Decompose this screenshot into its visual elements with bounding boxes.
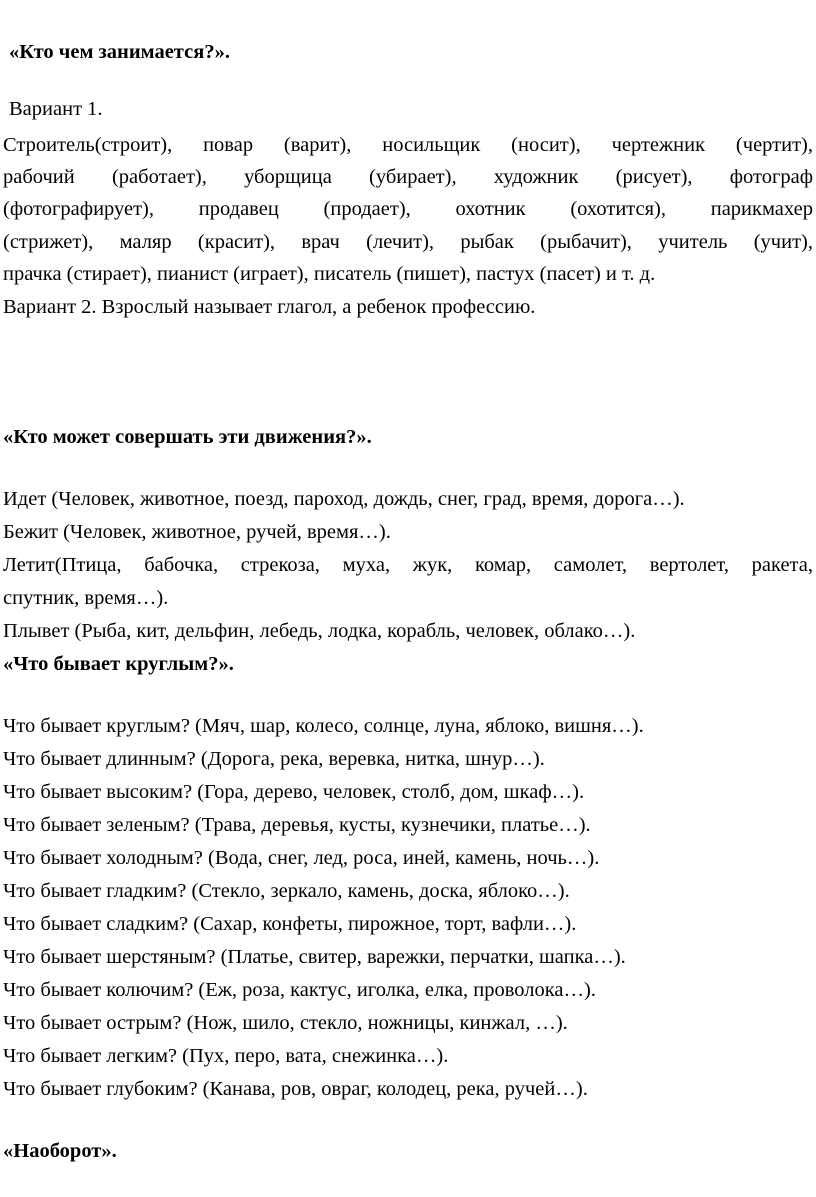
section-title-opposite: «Наоборот». xyxy=(3,1140,117,1162)
question-line: Что бывает длинным? (Дорога, река, веревка, нитка, шнур…). xyxy=(3,748,545,770)
question-line: Что бывает острым? (Нож, шило, стекло, ножницы, кинжал, …). xyxy=(3,1012,568,1034)
movement-line: Плывет (Рыба, кит, дельфин, лебедь, лодка, корабль, человек, облако…). xyxy=(3,620,636,642)
variant1-label: Вариант 1. xyxy=(9,98,103,120)
question-line: Что бывает холодным? (Вода, снег, лед, роса, иней, камень, ночь…). xyxy=(3,847,600,869)
question-line: Что бывает круглым? (Мяч, шар, колесо, солнце, луна, яблоко, вишня…). xyxy=(3,715,644,737)
question-line: Что бывает гладким? (Стекло, зеркало, камень, доска, яблоко…). xyxy=(3,880,570,902)
section-title-movements: «Кто может совершать эти движения?». xyxy=(3,426,372,448)
variant1-line: (стрижет), маляр (красит), врач (лечит), рыбак (рыбачит), учитель (учит), xyxy=(3,231,813,253)
variant1-line: прачка (стирает), пианист (играет), писатель (пишет), пастух (пасет) и т. д. xyxy=(3,263,656,285)
movement-line: Бежит (Человек, животное, ручей, время…). xyxy=(3,521,391,543)
question-line: Что бывает шерстяным? (Платье, свитер, варежки, перчатки, шапка…). xyxy=(3,946,626,968)
question-line: Что бывает зеленым? (Трава, деревья, кусты, кузнечики, платье…). xyxy=(3,814,591,836)
variant1-line: (фотографирует), продавец (продает), охотник (охотится), парикмахер xyxy=(3,198,813,220)
variant1-line: Строитель(строит), повар (варит), носильщик (носит), чертежник (чертит), xyxy=(3,134,813,156)
section-title-professions: «Кто чем занимается?». xyxy=(9,41,230,63)
variant2-text: Вариант 2. Взрослый называет глагол, а ребенок профессию. xyxy=(3,296,536,318)
question-line: Что бывает колючим? (Еж, роза, кактус, иголка, елка, проволока…). xyxy=(3,979,596,1001)
section-title-round: «Что бывает круглым?». xyxy=(3,653,234,675)
question-line: Что бывает глубоким? (Канава, ров, овраг, колодец, река, ручей…). xyxy=(3,1078,588,1100)
question-line: Что бывает сладким? (Сахар, конфеты, пирожное, торт, вафли…). xyxy=(3,913,577,935)
question-line: Что бывает легким? (Пух, перо, вата, снежинка…). xyxy=(3,1045,449,1067)
movement-line: Летит(Птица, бабочка, стрекоза, муха, жук, комар, самолет, вертолет, ракета, xyxy=(3,554,813,576)
variant1-line: рабочий (работает), уборщица (убирает), художник (рисует), фотограф xyxy=(3,166,813,188)
question-line: Что бывает высоким? (Гора, дерево, человек, столб, дом, шкаф…). xyxy=(3,781,585,803)
movement-line: Идет (Человек, животное, поезд, пароход, дождь, снег, град, время, дорога…). xyxy=(3,488,685,510)
movement-line: спутник, время…). xyxy=(3,587,169,609)
